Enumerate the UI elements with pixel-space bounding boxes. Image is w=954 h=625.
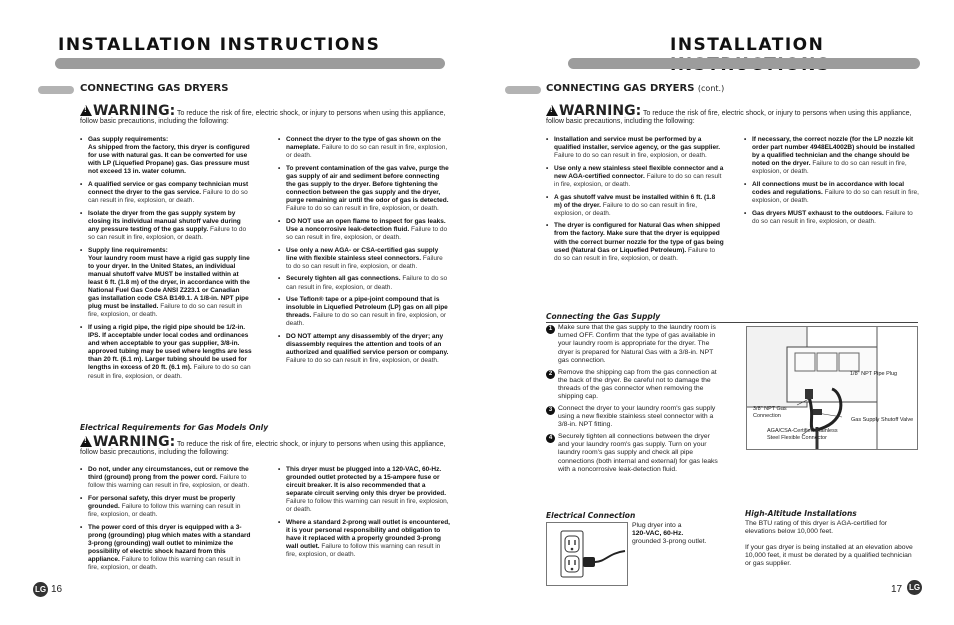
warning-consequence-text: Failure to follow this warning can result in fire, explosion, or death. xyxy=(286,543,441,559)
warning-bold-text: The dryer is configured for Natural Gas when shipped from the factory. Make sure that the dryer is equipped with the correct burner nozzle for the type of gas being used (Natural Gas or Liquefied Petroleum). xyxy=(554,222,724,254)
warning-bold-text: The power cord of this dryer is equipped with a 3-prong (grounding) plug which mates with a standard 3-prong (grounding) wall outlet to minimize the possibility of electric shock hazard from this appliance. xyxy=(88,523,251,563)
warning-list-item xyxy=(278,165,450,214)
high-altitude-text-1: The BTU rating of this dryer is AGA-certified for elevations below 10,000 feet. xyxy=(745,520,888,536)
warning-bold-text: A gas shutoff valve must be installed within 6 ft. (1.8 m) of the dryer. xyxy=(554,193,716,209)
warning-list-item xyxy=(80,210,252,242)
warning-list-left-col3 xyxy=(80,466,252,577)
section-title-right: CONNECTING GAS DRYERS (cont.) xyxy=(546,83,725,94)
step-number-icon: 3 xyxy=(546,406,555,415)
warning-consequence-text: Failure to do so can result in fire, explosion, or death. xyxy=(554,201,698,217)
warning-label: WARNING: xyxy=(93,103,176,119)
warning-list-item xyxy=(744,136,920,176)
warning-list-item xyxy=(278,275,450,291)
lg-logo-icon: LG xyxy=(33,582,48,597)
warning-bold-text: All connections must be in accordance with local codes and regulations. xyxy=(752,180,905,197)
warning-list-item xyxy=(80,136,252,176)
warning-consequence-text: Failure to do so can result in fire, explosion, or death. xyxy=(554,152,707,160)
warning-consequence-text: Failure to do so can result in fire, explosion, or death. xyxy=(752,160,907,176)
warning-list-left-col2 xyxy=(278,136,450,370)
warning-bold-text: Installation and service must be performed by a qualified installer, service agency, or the gas supplier. xyxy=(554,136,721,152)
outlet-diagram xyxy=(546,522,628,586)
header-bar-left xyxy=(55,58,445,69)
connecting-gas-supply-title: Connecting the Gas Supply xyxy=(546,312,661,321)
warning-consequence-text: Failure to do so can result in fire, explosion, or death. xyxy=(554,172,722,188)
warning-list-item xyxy=(546,165,724,189)
warning-block-left xyxy=(80,105,450,127)
warning-consequence-text: Failure to do so can result in fire, explosion, or death. xyxy=(286,225,448,242)
warning-consequence-text: Failure to do so can result in fire, explosion, or death. xyxy=(88,225,247,242)
section-marker-right xyxy=(505,86,541,94)
warning-bold-text: If using a rigid pipe, the rigid pipe should be 1/2-in. IPS. If acceptable under local codes and ordinances and when acceptable to your gas supplier, 3/8-in. approved tubing may be used where lengths are less than 20 ft. (6.1 m). Larger tubing should be used for lengths in excess of 20 ft. (6.1 m). xyxy=(88,323,252,372)
warning-list-item xyxy=(80,524,252,573)
warning-label: WARNING: xyxy=(93,434,176,450)
page-header-right: INSTALLATION xyxy=(670,35,825,55)
warning-list-item xyxy=(546,222,724,262)
warning-bold-text: Gas dryers MUST exhaust to the outdoors. xyxy=(752,209,884,217)
step-number-icon: 4 xyxy=(546,434,555,443)
step-number-icon: 1 xyxy=(546,325,555,334)
warning-list-left-col4 xyxy=(278,466,450,564)
warning-list-item xyxy=(80,247,252,320)
outlet-plug-icon xyxy=(547,523,627,585)
warning-consequence-text: Failure to do so can result in fire, explosion, or death. xyxy=(88,364,251,380)
warning-bold-text: If necessary, the correct nozzle (for the LP nozzle kit order part number 4948EL4002B) should be installed by a qualified technician and the change should be noted on the dryer. xyxy=(752,136,915,168)
warning-bold-text: Use only a new AGA- or CSA-certified gas supply line with flexible stainless steel connectors. xyxy=(286,246,439,262)
divider xyxy=(546,322,918,323)
warning-list-item xyxy=(546,136,724,160)
warning-bold-text: Do not, under any circumstances, cut or remove the third (ground) prong from the power cord. xyxy=(88,466,249,482)
page-number-right: 17 xyxy=(891,584,903,595)
warning-bold-text: For personal safety, this dryer must be properly grounded. xyxy=(88,494,236,510)
warning-list-item xyxy=(80,466,252,490)
section-title-left: CONNECTING GAS DRYERS xyxy=(80,83,229,94)
warning-list-item xyxy=(80,324,252,381)
warning-consequence-text: Failure to do so can result in fire, explosion, or death. xyxy=(286,357,439,365)
warning-list-item xyxy=(278,519,450,559)
warning-list-item xyxy=(278,296,450,328)
warning-intro: To reduce the risk of fire, electric shock, or injury to persons when using this appliance, follow basic precautions, including the following: xyxy=(80,110,446,126)
warning-bold-text: DO NOT attempt any disassembly of the dryer; any disassembly requires the attention and tools of an authorized and qualified service person or company. xyxy=(286,332,449,357)
warning-bold-text: Where a standard 2-prong wall outlet is encountered, it is your personal responsibility and obligation to have it replaced with a properly grounded 3-prong wall outlet. xyxy=(286,519,450,551)
warning-consequence-text: Failure to follow this warning can result in fire, explosion, or death. xyxy=(88,555,241,572)
gas-connection-diagram xyxy=(746,326,918,450)
warning-bold-text: Gas supply requirements: As shipped from the factory, this dryer is configured for use with natural gas. It can be converted for use with LP (Liquefied Propane) gas. Gas pressure must not exceed 13 in. water column. xyxy=(88,136,250,176)
warning-block-left-2 xyxy=(80,436,450,458)
warning-consequence-text: Failure to do so can result in fire, explosion, or death. xyxy=(554,246,716,262)
page-header-left: INSTALLATION INSTRUCTIONS xyxy=(58,35,381,55)
warning-bold-text: Supply line requirements: Your laundry room must have a rigid gas supply line to your dryer. In the United States, an individual manual shutoff valve MUST be installed within at least 6 ft. (1.8 m) of the dryer, in accordance with the National Fuel Gas Code ANSI Z223.1 or Canadian gas installation code CSA B149.1. A 1/8-in. NPT pipe plug must be installed. xyxy=(88,246,250,311)
label-pipe-plug: 1/8" NPT Pipe Plug xyxy=(850,371,898,377)
warning-bold-text: This dryer must be plugged into a 120-VAC, 60-Hz. grounded outlet protected by a 15-ampere fuse or circuit breaker. It is also recommended that a separate circuit serving only this dryer be provided. xyxy=(286,466,447,498)
label-flex-connector: AGA/CSA-Certified Stainless Steel Flexible Connector xyxy=(767,428,838,441)
warning-list-item xyxy=(278,333,450,365)
warning-list-item xyxy=(546,194,724,218)
warning-block-right xyxy=(546,105,918,127)
electrical-connection-text: Plug dryer into a 120-VAC, 60-Hz. grounded 3-prong outlet. xyxy=(632,522,707,546)
warning-list-item xyxy=(278,218,450,242)
warning-consequence-text: Failure to do so can result in fire, explosion, or death. xyxy=(286,205,439,213)
warning-list-item xyxy=(80,181,252,205)
label-shutoff-valve: Gas Supply Shutoff Valve xyxy=(851,417,914,423)
warning-list-right-col1 xyxy=(546,136,724,267)
high-altitude-text-2: If your gas dryer is being installed at an elevation above 10,000 feet, it must be derated by a qualified technician or gas supplier. xyxy=(745,544,913,568)
step-1: 1 Make sure that the gas supply to the laundry room is turned OFF. Confirm that the type of gas available in your laundry room is appropriate for the dryer. The dryer is prepared for Natural Gas with a 3/8-in. NPT gas connection. xyxy=(546,324,718,365)
warning-consequence-text: Failure to do so can result in fire, explosion, or death. xyxy=(88,189,248,205)
warning-bold-text: Use only a new stainless steel flexible connector and a new AGA-certified connector. xyxy=(554,164,724,180)
warning-consequence-text: Failure to follow this warning can result in fire, explosion, or death. xyxy=(88,474,250,490)
warning-consequence-text: Failure to follow this warning can result in fire, explosion, or death. xyxy=(286,498,449,514)
steps-list xyxy=(546,324,718,477)
warning-list-item xyxy=(744,210,920,226)
warning-triangle-icon xyxy=(80,436,92,447)
warning-consequence-text: Failure to do so can result in fire, explosion, or death. xyxy=(286,144,448,160)
lg-logo-icon: LG xyxy=(907,580,922,595)
warning-bold-text: Connect the dryer to the type of gas shown on the nameplate. xyxy=(286,136,441,152)
warning-bold-text: To prevent contamination of the gas valve, purge the gas supply of air and sediment before connecting the gas supply to the dryer. Before tightening the connection between the gas supply and the dryer, purge remaining air until the odor of gas is detected. xyxy=(286,164,449,205)
electrical-requirements-title: Electrical Requirements for Gas Models Only xyxy=(80,423,269,432)
warning-bold-text: A qualified service or gas company technician must connect the dryer to the gas service. xyxy=(88,180,249,197)
warning-bold-text: Isolate the dryer from the gas supply system by closing its individual manual shutoff valve during any pressure testing of the gas supply. xyxy=(88,209,241,233)
warning-bold-text: Securely tighten all gas connections. xyxy=(286,275,401,283)
warning-consequence-text: Failure to do so can result in fire, explosion, or death. xyxy=(286,254,443,270)
warning-consequence-text: Failure to do so can result in fire, explosion, or death. xyxy=(88,303,242,319)
warning-consequence-text: Failure to follow this warning can result in fire, explosion, or death. xyxy=(88,502,241,518)
warning-consequence-text: Failure to do so can result in fire, explosion, or death. xyxy=(752,209,913,225)
step-4: 4 Securely tighten all connections between the dryer and your laundry room's gas supply. Turn on your laundry room's gas supply and check all pipe connections (both internal and external) for gas leaks with a noncorrosive leak-detection fluid. xyxy=(546,433,718,474)
warning-triangle-icon xyxy=(80,105,92,116)
high-altitude-title: High-Altitude Installations xyxy=(745,509,857,518)
warning-triangle-icon xyxy=(546,105,558,116)
step-number-icon: 2 xyxy=(546,370,555,379)
header-bar-right xyxy=(568,58,920,69)
page-number-left: 16 xyxy=(51,584,63,595)
warning-bold-text: DO NOT use an open flame to inspect for gas leaks. Use a noncorrosive leak-detection fluid. xyxy=(286,217,446,233)
warning-intro: To reduce the risk of fire, electric shock, or injury to persons when using this appliance, follow basic precautions, including the following: xyxy=(80,441,446,457)
warning-bold-text: Use Teflon® tape or a pipe-joint compound that is insoluble in Liquefied Petroleum (LP) gas on all pipe threads. xyxy=(286,296,448,320)
warning-list-item xyxy=(278,136,450,160)
step-3: 3 Connect the dryer to your laundry room's gas supply using a new flexible stainless steel connector with a 3/8-in. NPT fitting. xyxy=(546,405,718,430)
warning-list-right-col2 xyxy=(744,136,920,230)
section-marker-left xyxy=(38,86,74,94)
label-npt-connection: 3/8" NPT Gas Connection xyxy=(753,406,787,419)
warning-consequence-text: Failure to do so can result in fire, explosion, or death. xyxy=(286,312,447,328)
warning-consequence-text: Failure to do so can result in fire, explosion, or death. xyxy=(286,275,448,291)
warning-consequence-text: Failure to do so can result in fire, explosion, or death. xyxy=(752,189,919,205)
warning-label: WARNING: xyxy=(559,103,642,119)
electrical-connection-title: Electrical Connection xyxy=(546,511,636,520)
warning-list-item xyxy=(278,247,450,271)
warning-list-item xyxy=(744,181,920,205)
warning-intro: To reduce the risk of fire, electric shock, or injury to persons when using this appliance, follow basic precautions, including the following: xyxy=(546,110,912,126)
warning-list-left-col1 xyxy=(80,136,252,385)
warning-list-item xyxy=(80,495,252,519)
warning-list-item xyxy=(278,466,450,515)
step-2: 2 Remove the shipping cap from the gas connection at the back of the dryer. Be careful not to damage the threads of the gas connector when removing the shipping cap. xyxy=(546,369,718,402)
